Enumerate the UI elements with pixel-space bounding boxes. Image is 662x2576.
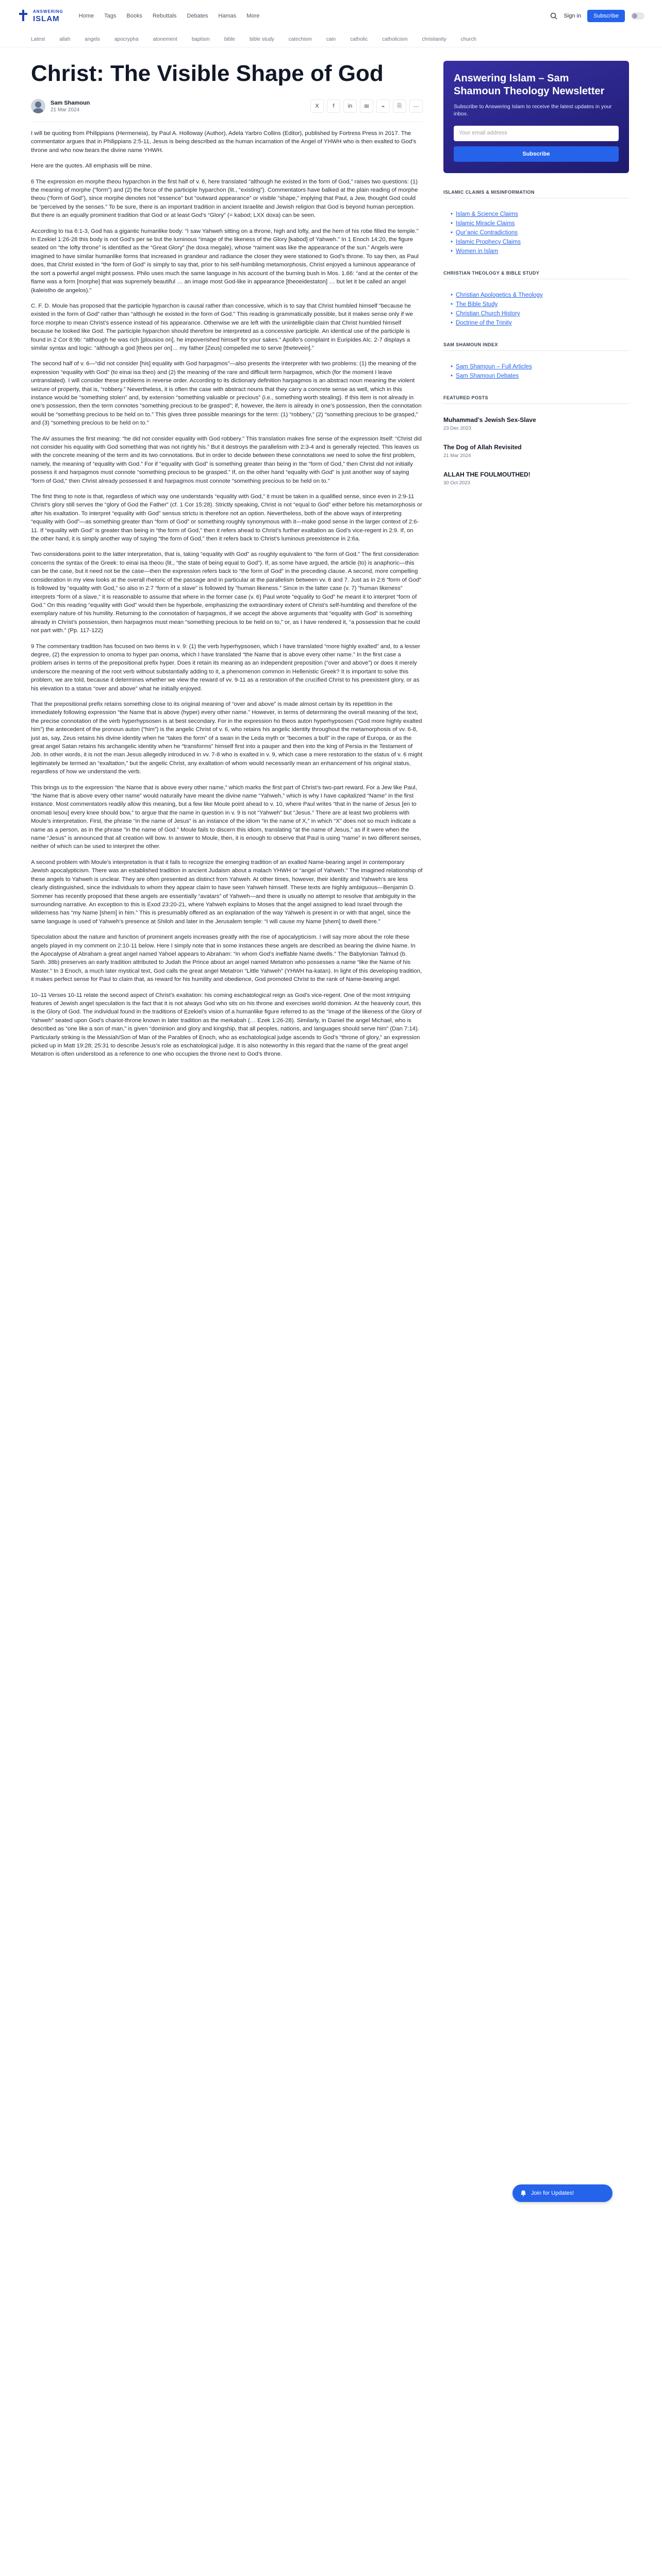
header-actions xyxy=(550,10,644,22)
sidebar-link[interactable]: • Christian Apologetics & Theology xyxy=(451,292,629,299)
sidebar-section-christian-theology xyxy=(443,270,629,327)
signin-link[interactable]: Sign in xyxy=(564,13,582,19)
article-paragraph: This brings us to the expression “the Name that is above every other name,” which marks the first part of Christ’s two-part reward. For a Jew like Paul, “the Name that is above every other name” would naturally have meant the divine name “Yahweh,” which is why I have capitalized “Name” in the first instance. Most commentators readily allow this meaning, but a few like Moule point ahead to v. 10, where Paul writes “that in the name of Jesus [en to onomati Iesou] every knee should bow,” to argue that the name in question in v. 9 is not “Yahweh” but “Jesus.” There are at least two problems with Moule’s interpretation. First, the phrase “in the name of Jesus” is an instance of the idiom “in the name of X,” in which “X” does not so much indicate a name as a person, as in the phrase “in the name of God.” Moule fails to discern this idiom, translating “at the name of Jesus,” as if it were when the name “Jesus” is announced that all creation will bow. In answer to Moule, then, it is enough to observe that Paul is using “name” in two different senses, neither of which can be used to interpret the other. xyxy=(31,784,422,850)
avatar xyxy=(31,99,45,113)
article-paragraph: According to Isa 6:1-3, God has a gigantic humanlike body: “I saw Yahweh sitting on a throne, high and lofty, and the hem of his robe filled the temple.” In Ezekiel 1:26-28 this body is not God’s per se but the luminous “image of the likeness of the Glory [kabod] of Yahweh.” In 1 Enoch 14:20, the figure seated on “the lofty throne” is identified as the “Great Glory” (he doxa megale), whose “raiment was like the appearance of the sun.” Angels were imagined to have similar humanlike forms that increased in grandeur and radiance the closer they were stationed to God’s throne. To say then, as Paul does, that Christ existed in “the form of God” is simply to say that, prior to his self-humbling metamorphosis, Christ enjoyed a luminous appearance of the sort a powerful angel might possess. Philo uses much the same language in his account of the burning bush in Mos. 1.66: “and at the center of the flame was a form [morphe] that was supremely beautiful … an image most God-like in appearance [theoeidestaton] … but let it be called an angel (kaleistho de angelos).” xyxy=(31,228,419,294)
tag-link[interactable]: church xyxy=(460,37,476,42)
sidebar-link[interactable]: • Qur’anic Contradictions xyxy=(451,229,629,236)
article-paragraph: A second problem with Moule’s interpretation is that it fails to recognize the emerging tradition of an exalted Name-bearing angel in contemporary Jewish apocalypticism. There was an established tradition in ancient Judaism about a malach YHWH or “angel of Yahweh.” The imagined relationship of these angels to Yahweh is unclear. They are often presented as distinct from Yahweh. At other times, however, their identity and Yahweh’s are less clearly distinguished, since the individuals to whom they appear claim to have seen Yahweh himself. These texts are highly ambiguous—Benjamin D. Sommer has recently proposed that these angels are essentially “avatars” of Yahweh—and there is usually no attempt to resolve that ambiguity in the surrounding narrative. An exception to this is Exod 23:20-21, where Yahweh explains to Moses that the angel assigned to lead Israel through the wilderness has “my Name [shem] in him.” This is presumably offered as an explanation of the way Yahweh is present in or with that angel, since the same language is used of Yahweh’s presence at Shiloh and later in the Jerusalem temple: “I will cause my Name [shem] to dwell there.” xyxy=(31,859,423,925)
share-x-icon[interactable]: X xyxy=(310,99,324,113)
article-paragraph: I will be quoting from Philippians (Hermeneia), by Paul A. Holloway (Author), Adela Yarbro Collins (Editor), published by Fortress Press in 2017. The commentator argues that in Philippians 2:5-11, Jesus is being described as the human incarnation of the Angel of YHWH who is then exalted to God’s throne and who now bears the divine name YHWH. xyxy=(31,130,417,154)
join-for-updates-label: Join for Updates! xyxy=(531,2190,574,2196)
author-block[interactable] xyxy=(31,99,90,113)
tag-link[interactable]: bible xyxy=(224,37,235,42)
tag-link[interactable]: catechism xyxy=(288,37,312,42)
share-email-icon[interactable]: ✉ xyxy=(360,99,373,113)
article-paragraph: Here are the quotes. All emphasis will be mine. xyxy=(31,163,152,170)
header-subscribe-button[interactable]: Subscribe xyxy=(587,10,625,22)
featured-post-date: 23 Dec 2023 xyxy=(443,426,471,431)
article-meta xyxy=(31,99,423,122)
featured-post[interactable] xyxy=(443,444,629,459)
article-paragraph: 9 The commentary tradition has focused on two items in v. 9: (1) the verb hyperhypsosen, which I have translated “more highly exalted” and, to a lesser degree, (2) the expression to onoma to hyper pan onoma, which I have translated “the Name that is above every other name.” In the first case a problem arises in terms of the prepositional prefix hyper. Does it retain its meaning as an independent preposition (“over and above”) or does it merely underscore the meaning of the root verb without substantially adding to it, a phenomenon common in Hellenistic Greek? It is important to solve this problem, we are told, because it determines whether we view the reward of vv. 9-11 as a restoration of the crucified Christ to his preexistent glory, or as his elevation to a status “over and above” what he initially enjoyed. xyxy=(31,643,420,692)
nav-item-rebuttals[interactable]: Rebuttals xyxy=(152,13,177,19)
share-linkedin-icon[interactable]: in xyxy=(343,99,357,113)
tag-link[interactable]: atonement xyxy=(153,37,177,42)
crescent-cross-logo-icon xyxy=(18,9,29,23)
copy-link-icon[interactable]: ⎘ xyxy=(393,99,406,113)
sidebar-section-heading: SAM SHAMOUN INDEX xyxy=(443,342,629,351)
newsletter-title: Answering Islam – Sam Shamoun Theology Newsletter xyxy=(454,73,605,97)
article-paragraph: 6 The expression en morphe theou hyparchon in the first half of v. 6, here translated “although he existed in the form of God,” raises two questions: (1) the meaning of morphe (“form”) and (2) the force of the participle hyparchon (lit., “existing”). Commentators have balked at the plain reading of morphe theou (“form of God”), since morphe denotes not “essence” but “outward appearance” or visible “shape,” implying that Paul, a Jew, thought God could be “perceived by the senses.” To be sure, there is an important tradition in ancient Israelite and Jewish religion that God is beyond human perception. But there is an equally prominent tradition that God or at least God’s “Glory” (= kabod; LXX doxa) can be seen. xyxy=(31,178,418,219)
brand-small-text: ANSWERING xyxy=(33,9,63,14)
article-paragraph: C. F. D. Moule has proposed that the participle hyparchon is causal rather than concessive, which is to say that Christ humbled himself “because he existed in the form of God” rather than “although he existed in the form of God.” This reading is grammatically possible, but it makes sense only if we force morphe to mean Christ’s essence instead of his appearance. Otherwise we are left with the unintelligible claim that Christ humbled himself because he looked like God. The participle hyparchon should therefore be interpreted as a concessive participle. An identical use of the participle is found in 2 Cor 8:9b: “although he was rich [plousios on], he impoverished himself for your sakes.” Apollo’s complaint in Euripides Alc. 2-7 displays a similar syntax and logic: “although a god [theos per on]… my father [Zeus] compelled me to serve [thetevein].” xyxy=(31,302,413,351)
main-nav xyxy=(79,13,551,19)
tag-link[interactable]: apocrypha xyxy=(114,37,139,42)
top-header xyxy=(0,0,662,32)
share-link-icon[interactable]: ⌁ xyxy=(376,99,390,113)
featured-post-title[interactable]: The Dog of Allah Revisited xyxy=(443,444,522,451)
article-paragraph: The first thing to note is that, regardless of which way one understands “equality with God,” it must be taken in a qualified sense, since even in 2:9-11 Christ’s glory still serves the “glory of God the Father” (cf. 1 Cor 15:28). Strictly speaking, Christ is not “equal to God” either before his metamorphosis or after his exaltation. To interpret “equality with God” sensus strictu is therefore not an option. Nevertheless, both of the above ways of interpreting “equality with God”—as something greater than “form of God” or something roughly synonymous with it—make good sense in the larger context of 2:6-11. If “equality with God” is greater than being in “the form of God,” then it refers ahead to Christ’s further exaltation as God’s vice-regent in 2:9. If, on the other hand, it is simply another way of saying “the form of God,” then it refers back to Christ’s luminous preexistence in 2:6a. xyxy=(31,494,422,543)
nav-item-books[interactable]: Books xyxy=(126,13,142,19)
featured-post-date: 21 Mar 2024 xyxy=(443,453,471,459)
featured-heading: FEATURED POSTS xyxy=(443,395,629,404)
article-paragraph: The AV assumes the first meaning: “he did not consider equality with God robbery.” This translation makes fine sense of the expression itself: “Christ did not consider his equality with God something that was not rightly his.” But it destroys the parallelism with 2:3-4 and is generally rejected. This leaves us with the concrete meaning of the term and its two connotations. But in order to decide between these connotations we need to solve the first problem, namely, the meaning of “equality with God.” For if “equality with God” is something greater than being in the “form of God,” then Christ did not initially possess it and harpagmos must connote “something precious to be grasped.” If, on the other hand “equality with God” is just another way of saying “form of God,” then Christ already possessed it and harpagmos must connote “something precious to be held on to.” xyxy=(31,435,422,484)
article-paragraph: Two considerations point to the latter interpretation, that is, taking “equality with God” as roughly equivalent to “the form of God.” The first consideration concerns the syntax of the Greek: to einai isa theou (lit., “the state of being equal to God”). If, as some have argued, the article (to) is anaphoric—this can be the case, but it need not be the case—then the expression refers back to “the form of God” in the preceding clause. A second, more compelling consideration in my view looks at the overall rhetoric of the passage and in particular at the parallelism between vv. 6 and 7. Just as in 2:6 “form of God” is followed by “equality with God,” so also in 2:7 “form of a slave” is followed by “human likeness.” Since in the latter case (v. 7) “human likeness” interprets “form of a slave,” it is reasonable to assume that where in the former case (v. 6) Paul wrote “equality to God” he meant it to interpret “form of God.” On this reading “equality with God” would then be hyperbole, emphasizing the extraordinary extent of Christ’s self-humbling and therefore of the exemplary nature of his humility. Returning to the connotation of harpagmos, if we accept the above arguments that “equality with God” is something already in Christ’s possession, then harpagmos must mean “something precious to be held on to,” or, as I have rendered it, “a possession that he could not part with.” (Pp. 117-122) xyxy=(31,551,422,634)
tag-link[interactable]: angels xyxy=(85,37,100,42)
email-field[interactable]: Your email address xyxy=(454,126,619,141)
newsletter-card xyxy=(443,61,629,173)
featured-post-title[interactable]: Muhammad’s Jewish Sex-Slave xyxy=(443,416,536,423)
sidebar-link[interactable]: • Islamic Miracle Claims xyxy=(451,220,629,227)
sidebar-link[interactable]: • Islamic Prophecy Claims xyxy=(451,239,629,246)
sidebar-link[interactable]: • The Bible Study xyxy=(451,301,629,308)
nav-item-home[interactable]: Home xyxy=(78,13,94,19)
brand-name: ISLAM xyxy=(33,14,60,23)
sidebar xyxy=(443,47,629,1066)
article-paragraph: Speculation about the nature and function of prominent angels increases greatly with the rise of apocalypticism. I will say more about the role these angels played in my comment on 2:10-11 below. Here I simply note that in some instances these angels are described as bearing the divine Name. In the Apocalypse of Abraham a great angel named Yahoel appears to Abraham: “In whom God’s ineffable Name dwells.” The Babylonian Talmud (b. Sanh. 38b) preserves an early tradition attributed to Judah the Prince about an angel named Metatron who possesses a name “like the Name of his Master.” In 3 Enoch, a much later mystical text, God calls the great angel Metatron “Little Yahweh” (YHWH ha-katan). In light of this developing tradition, it makes perfect sense for Paul to claim that, as reward for his humility and obedience, God promoted Christ to the rank of Name-bearing angel. xyxy=(31,934,422,983)
nav-item-hamas[interactable]: Hamas xyxy=(218,13,237,19)
sidebar-link[interactable]: • Christian Church History xyxy=(451,310,629,317)
featured-post[interactable] xyxy=(443,471,629,486)
sidebar-section-sam-shamoun-index xyxy=(443,342,629,380)
join-for-updates-button[interactable] xyxy=(512,2184,613,2202)
article-paragraph: The second half of v. 6—“did not consider [his] equality with God harpagmos”—also presents the interpreter with two problems: (1) the meaning of the expression “equality with God” (to einai isa theo) and (2) the meaning of the rare and difficult term harpagmos, which (for the moment I leave untranslated). I will consider these problems in reverse order. According to its dictionary definition harpagmos is an abstract noun meaning the violent seizure of property, that is, “robbery.” Nevertheless, it is often the case with abstract nouns that they carry a concrete sense as well, which in this instance would be “something stolen” and, by extension “something valuable or precious” (i.e., something worth stealing). If this item is not already in one’s possession, then the term connotes “something precious to be grasped”; if, however, the item is already in one’s possession, then the connotation would be “something precious to be held on to.” This gives three possible meanings for the term: (1) “robbery,” (2) “something precious to be grasped,” and (3) “something precious to be held on to.” xyxy=(31,361,422,427)
author-name[interactable]: Sam Shamoun xyxy=(51,99,90,106)
sidebar-link[interactable]: • Islam & Science Claims xyxy=(451,211,629,218)
tag-link[interactable]: allah xyxy=(59,37,71,42)
tag-link[interactable]: catholic xyxy=(350,37,368,42)
article-title: Christ: The Visible Shape of God xyxy=(31,61,384,86)
share-facebook-icon[interactable]: f xyxy=(327,99,340,113)
sidebar-link[interactable]: • Sam Shamoun – Full Articles xyxy=(451,363,629,370)
newsletter-subtitle: Subscribe to Answering Islam to receive the latest updates in your inbox. xyxy=(454,104,612,117)
sidebar-section-heading: ISLAMIC CLAIMS & MISINFORMATION xyxy=(443,190,629,198)
theme-toggle[interactable] xyxy=(631,12,644,20)
nav-item-more[interactable]: More xyxy=(246,13,260,19)
publish-date: 21 Mar 2024 xyxy=(51,107,80,113)
sidebar-link[interactable]: • Sam Shamoun Debates xyxy=(451,372,629,380)
nav-item-debates[interactable]: Debates xyxy=(187,13,208,19)
tag-link[interactable]: baptism xyxy=(191,37,210,42)
share-buttons xyxy=(310,99,423,113)
search-icon[interactable] xyxy=(550,12,557,20)
article-paragraph: That the prepositional prefix retains something close to its original meaning of “over and above” is made almost certain by its repetition in the immediately following expression “the Name that is above (hyper) every other name.” However, in terms of determining the overall meaning of the text, the precise connotation of the verb hyperhypsosen is at best secondary. For in the expression ho theos auton hyperhypsosen (“God more highly exalted him”) the antecedent of the pronoun auton (“him”) is the angelic Christ of v. 6, who retains his angelic identity throughout the metamorphosis of vv. 6-8, just as, say, Zeus retains his divine identity when he “takes the form” of a swan in the Leda myth or “becomes a bull” in the rape of Europa, or as the great angel Satan retains his archangelic identity when he “transforms” himself first into a pauper and then into the king of Persia in the Testament of Job. In other words, it is not the man Jesus allegedly introduced in vv. 7-8 who is exalted in v. 9, which case a mere restoration to the status of v. 6 might legitimately be termed an “exaltation,” but the angelic Christ, any exaltation of whom would necessarily mean an enhancement of his original status, regardless of how we understand the verb. xyxy=(31,701,423,775)
featured-post-date: 30 Oct 2023 xyxy=(443,480,470,486)
article xyxy=(31,47,423,1066)
tag-link[interactable]: cain xyxy=(326,37,336,42)
featured-post-title[interactable]: ALLAH THE FOULMOUTHED! xyxy=(443,471,531,478)
sidebar-link[interactable]: • Women in Islam xyxy=(451,248,629,255)
article-paragraph: 10–11 Verses 10-11 relate the second aspect of Christ’s exaltation: his coming eschatological reign as God’s vice-regent. One of the most intriguing features of Jewish angel speculation is the fact that it is not always God who sits on his throne and exercises world dominion. At the heavenly court, this is the Glory of God. The individual found in the traditions of Ezekiel’s vision of a humanlike figure referred to as the “image of the likeness of the Glory of Yahweh” seated upon God’s chariot-throne known in later tradition as the merkabah (… Ezek 1:26-28). Similarly, in Daniel the angel Michael, who is described as “one like a son of man,” is given “dominion and glory and kingship, that all peoples, nations, and languages should serve him” (Dan 7:14). Particularly striking is the Messiah/Son of Man of the Parables of Enoch, who as eschatological judge ascends to God’s “throne of glory,” an expression picked up in Matt 19:28; 25:31 to describe Jesus’s role as eschatological judge. It is also noteworthy in this regard that the name of the great angel Metatron is often understood as a reference to one who occupies the throne next to God’s throne. xyxy=(31,992,422,1058)
more-share-icon[interactable]: ⋯ xyxy=(409,99,423,113)
nav-item-tags[interactable]: Tags xyxy=(104,13,117,19)
tag-link[interactable]: christianity xyxy=(422,37,446,42)
tag-link[interactable]: catholicism xyxy=(382,37,408,42)
brand-logo-link[interactable] xyxy=(18,9,63,23)
sidebar-section-heading: CHRISTIAN THEOLOGY & BIBLE STUDY xyxy=(443,270,629,279)
sidebar-link[interactable]: • Doctrine of the Trinity xyxy=(451,319,629,327)
tag-bar xyxy=(0,32,662,47)
bell-icon xyxy=(520,2190,527,2197)
page-layout xyxy=(0,47,662,1066)
tag-link[interactable]: Latest xyxy=(31,37,45,42)
featured-posts xyxy=(443,395,629,486)
sidebar-section-islamic-claims xyxy=(443,190,629,255)
newsletter-subscribe-button[interactable]: Subscribe xyxy=(454,146,619,162)
article-body xyxy=(31,129,423,1059)
tag-link[interactable]: bible study xyxy=(249,37,274,42)
featured-post[interactable] xyxy=(443,416,629,431)
